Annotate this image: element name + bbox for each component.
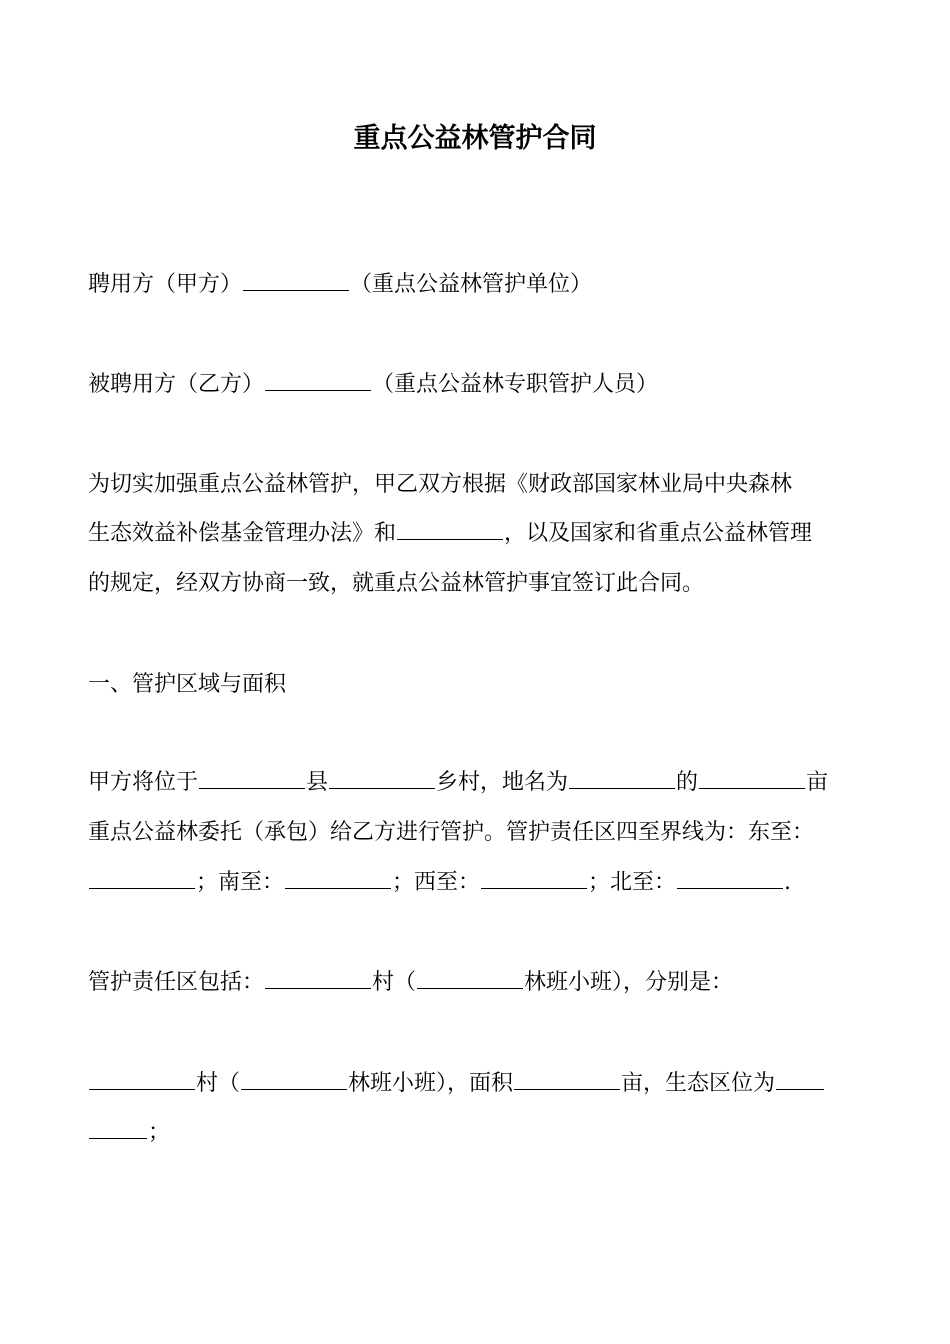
intro-text-a: 生态效益补偿基金管理办法》和: [88, 521, 397, 546]
forest-class-blank[interactable]: [417, 968, 523, 989]
text-span: 的: [676, 770, 699, 795]
west-boundary-blank[interactable]: [481, 868, 587, 889]
place-name-blank[interactable]: [569, 768, 675, 789]
text-span: ；西至：: [392, 870, 481, 895]
regulation-blank[interactable]: [397, 519, 503, 540]
party-b-prefix: 被聘用方（乙方）: [88, 372, 265, 397]
text-span: ；北至：: [588, 870, 677, 895]
text-span: 林班小班），面积: [348, 1071, 514, 1096]
text-span: 管护责任区包括：: [88, 970, 265, 995]
party-a-suffix: （重点公益林管护单位）: [350, 272, 593, 297]
area-blank-2[interactable]: [514, 1069, 620, 1090]
text-span: 林班小班），分别是：: [524, 970, 734, 995]
party-a-line: [88, 270, 592, 300]
section-1-p3-line-1: [88, 1069, 825, 1099]
party-a-blank[interactable]: [243, 270, 349, 291]
section-1-p2: [88, 968, 733, 998]
party-b-line: [88, 370, 658, 400]
intro-line-1: 为切实加强重点公益林管护，甲乙双方根据《财政部国家林业局中央森林: [88, 472, 793, 497]
section-1-p1-line-3: [88, 868, 791, 898]
text-span: 亩，生态区位为: [621, 1071, 776, 1096]
text-span: ；南至：: [196, 870, 285, 895]
text-span: ；: [148, 1120, 171, 1145]
forest-class-blank-2[interactable]: [241, 1069, 347, 1090]
text-span: 甲方将位于: [88, 770, 199, 795]
north-boundary-blank[interactable]: [677, 868, 783, 889]
intro-text-b: ，以及国家和省重点公益林管理: [504, 521, 813, 546]
village-blank[interactable]: [265, 968, 371, 989]
intro-line-3: 的规定，经双方协商一致，就重点公益林管护事宜签订此合同。: [88, 571, 705, 596]
text-span: 乡村，地名为: [436, 770, 569, 795]
text-span: 县: [306, 770, 329, 795]
section-1-p1-line-1: [88, 768, 828, 798]
township-blank[interactable]: [329, 768, 435, 789]
section-1-p3-line-2: [88, 1118, 170, 1148]
text-span: 村（: [196, 1071, 241, 1096]
south-boundary-blank[interactable]: [285, 868, 391, 889]
area-blank[interactable]: [699, 768, 805, 789]
party-a-prefix: 聘用方（甲方）: [88, 272, 243, 297]
section-1-heading: 一、管护区域与面积: [88, 672, 287, 697]
eco-location-blank-part-1[interactable]: [776, 1069, 824, 1090]
village-blank-2[interactable]: [89, 1069, 195, 1090]
east-boundary-blank[interactable]: [89, 868, 195, 889]
party-b-suffix: （重点公益林专职管护人员）: [372, 372, 659, 397]
eco-location-blank-part-2[interactable]: [89, 1118, 147, 1139]
text-span: 村（: [372, 970, 417, 995]
section-1-p1-line-2: 重点公益林委托（承包）给乙方进行管护。管护责任区四至界线为：东至：: [88, 820, 815, 845]
text-span: 亩: [806, 770, 829, 795]
intro-line-2: [88, 519, 812, 549]
party-b-blank[interactable]: [265, 370, 371, 391]
page-title: 重点公益林管护合同: [353, 123, 597, 154]
text-span: .: [784, 870, 792, 895]
county-blank[interactable]: [199, 768, 305, 789]
